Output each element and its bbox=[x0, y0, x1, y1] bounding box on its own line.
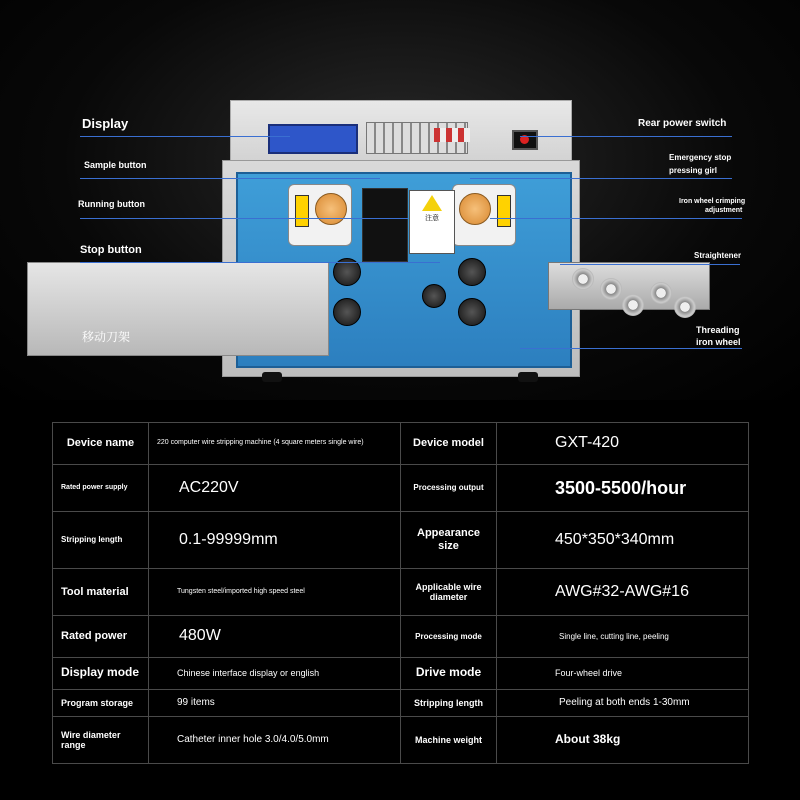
spec-value: Peeling at both ends 1-30mm bbox=[497, 689, 749, 716]
callout-rear-power-switch: Rear power switch bbox=[638, 118, 727, 129]
warning-icon bbox=[422, 195, 442, 211]
spec-value: Single line, cutting line, peeling bbox=[497, 615, 749, 657]
spec-value: 3500-5500/hour bbox=[497, 465, 749, 512]
callout-line bbox=[520, 136, 732, 137]
spec-key: Machine weight bbox=[401, 716, 497, 763]
roller-icon bbox=[422, 284, 446, 308]
spec-value: Four-wheel drive bbox=[497, 657, 749, 689]
table-row bbox=[53, 568, 749, 615]
table-row bbox=[53, 657, 749, 689]
spec-key: Rated power supply bbox=[53, 465, 149, 512]
machine-foot bbox=[518, 372, 538, 382]
cutter-head bbox=[362, 188, 408, 262]
callout-line bbox=[80, 136, 290, 137]
callout-line bbox=[80, 178, 380, 179]
spec-key: Program storage bbox=[53, 689, 149, 716]
table-row bbox=[53, 465, 749, 512]
spec-key: Device name bbox=[53, 423, 149, 465]
wheel-icon bbox=[622, 294, 644, 316]
spec-value: GXT-420 bbox=[497, 423, 749, 465]
callout-iron-wheel-crimping-line2: adjustment bbox=[705, 207, 743, 214]
spec-value: Chinese interface display or english bbox=[149, 657, 401, 689]
callout-line bbox=[80, 262, 440, 263]
callout-display: Display bbox=[82, 116, 129, 131]
callout-straightener: Straightener bbox=[694, 251, 742, 260]
knob-icon bbox=[315, 193, 347, 225]
table-row bbox=[53, 689, 749, 716]
spec-key: Stripping length bbox=[401, 689, 497, 716]
spec-key: Device model bbox=[401, 423, 497, 465]
spec-value: AC220V bbox=[149, 465, 401, 512]
spec-key: Applicable wire diameter bbox=[401, 568, 497, 615]
callout-line bbox=[490, 218, 742, 219]
spec-value: 450*350*340mm bbox=[497, 511, 749, 568]
spec-value: 480W bbox=[149, 615, 401, 657]
callout-line bbox=[520, 348, 742, 349]
table-row bbox=[53, 511, 749, 568]
spec-key: Display mode bbox=[53, 657, 149, 689]
roller-icon bbox=[333, 298, 361, 326]
tray-label: 移动刀架 bbox=[82, 330, 131, 344]
right-adjust-dial bbox=[452, 184, 516, 246]
machine-foot bbox=[262, 372, 282, 382]
spec-key: Wire diameter range bbox=[53, 716, 149, 763]
spec-value: About 38kg bbox=[497, 716, 749, 763]
spec-key: Tool material bbox=[53, 568, 149, 615]
moving-tool-rest-tray bbox=[27, 262, 329, 356]
callout-threading-line1: Threading bbox=[696, 325, 740, 335]
wheel-icon bbox=[572, 268, 594, 290]
spec-key: Stripping length bbox=[53, 511, 149, 568]
spec-key: Rated power bbox=[53, 615, 149, 657]
spec-value: Catheter inner hole 3.0/4.0/5.0mm bbox=[149, 716, 401, 763]
table-row bbox=[53, 716, 749, 763]
wheel-icon bbox=[674, 296, 696, 318]
callout-sample-button: Sample button bbox=[84, 160, 147, 170]
spec-key: Appearance size bbox=[401, 511, 497, 568]
callout-iron-wheel-crimping-line1: Iron wheel crimping bbox=[679, 198, 746, 205]
gauge-icon bbox=[295, 195, 309, 227]
caution-label bbox=[409, 190, 455, 254]
gauge-icon bbox=[497, 195, 511, 227]
callout-threading-line2: iron wheel bbox=[696, 337, 741, 347]
function-keys bbox=[434, 128, 470, 142]
spec-value: AWG#32-AWG#16 bbox=[497, 568, 749, 615]
spec-table bbox=[52, 422, 749, 764]
roller-icon bbox=[458, 258, 486, 286]
callout-emergency-stop-line2: pressing girl bbox=[669, 166, 718, 175]
callout-line bbox=[470, 178, 732, 179]
callout-line bbox=[560, 264, 740, 265]
callout-running-button: Running button bbox=[78, 199, 145, 209]
spec-key: Processing output bbox=[401, 465, 497, 512]
callout-line bbox=[80, 218, 408, 219]
callout-emergency-stop-line1: Emergency stop bbox=[669, 153, 732, 162]
spec-value: 99 items bbox=[149, 689, 401, 716]
knob-icon bbox=[459, 193, 491, 225]
spec-key: Processing mode bbox=[401, 615, 497, 657]
power-switch-icon bbox=[512, 130, 538, 150]
caution-text: 注意 bbox=[425, 215, 439, 222]
spec-key: Drive mode bbox=[401, 657, 497, 689]
left-adjust-dial bbox=[288, 184, 352, 246]
lcd-display bbox=[268, 124, 358, 154]
callout-stop-button: Stop button bbox=[80, 244, 142, 256]
table-row bbox=[53, 615, 749, 657]
wheel-icon bbox=[650, 282, 672, 304]
roller-icon bbox=[458, 298, 486, 326]
table-row bbox=[53, 423, 749, 465]
spec-value: 0.1-99999mm bbox=[149, 511, 401, 568]
wheel-icon bbox=[600, 278, 622, 300]
spec-value: 220 computer wire stripping machine (4 square meters single wire) bbox=[149, 423, 401, 465]
spec-value: Tungsten steel/imported high speed steel bbox=[149, 568, 401, 615]
